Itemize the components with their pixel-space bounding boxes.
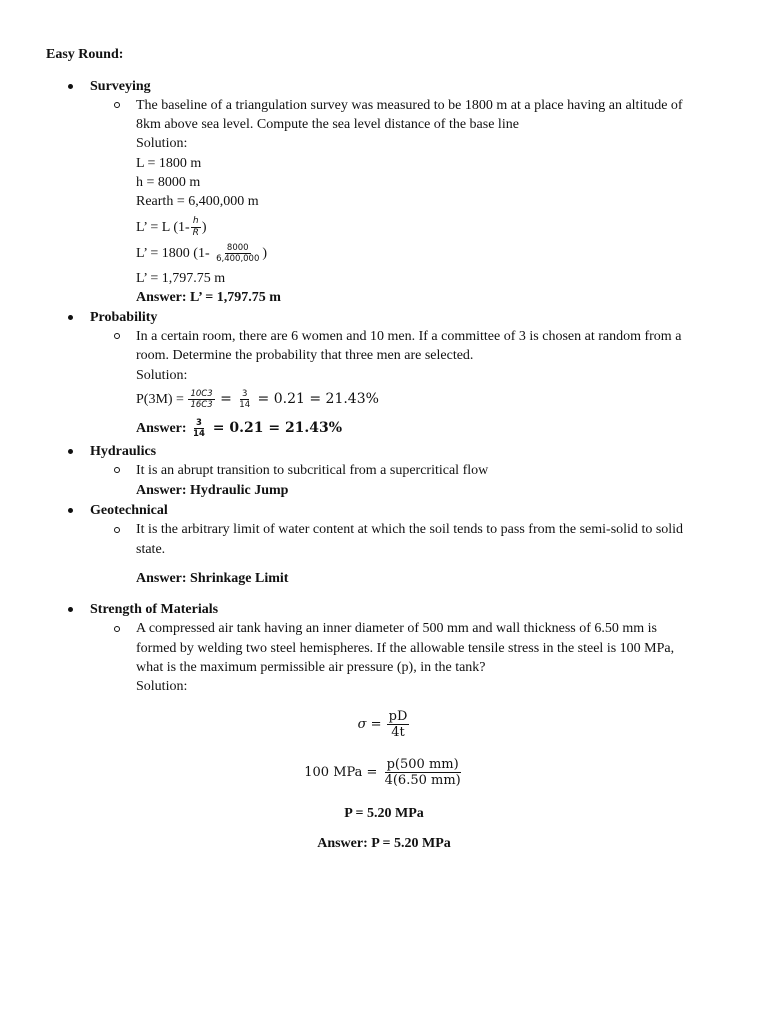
fraction-10c3-over-16c3 xyxy=(188,390,214,410)
probability-equation xyxy=(136,384,379,414)
bullet-dot xyxy=(68,449,73,454)
formula-text: L’ = 1800 (1- xyxy=(136,246,214,261)
fraction-numerator: p(500 mm) xyxy=(386,757,459,773)
fraction-denominator: 4(6.50 mm) xyxy=(384,773,461,789)
probability-question-line-2: room. Determine the probability that three men are selected. xyxy=(136,348,474,363)
topic-heading-geotechnical: Geotechnical xyxy=(90,503,168,518)
sub-bullet-circle xyxy=(114,102,120,108)
formula-text: σ = xyxy=(357,717,386,732)
probability-answer xyxy=(136,413,342,443)
topic-heading-surveying: Surveying xyxy=(90,79,151,94)
bullet-dot xyxy=(68,84,73,89)
surveying-formula-2 xyxy=(136,240,267,268)
probability-question-line-1: In a certain room, there are 6 women and 10 men. If a committee of 3 is chosen at random from a xyxy=(136,329,682,344)
surveying-given-l: L = 1800 m xyxy=(136,156,202,171)
fraction-3-over-14-bold xyxy=(191,419,207,439)
strength-equation-1 xyxy=(0,704,768,746)
formula-text: L’ = L (1- xyxy=(136,220,190,235)
strength-solution-label: Solution: xyxy=(136,679,188,694)
fraction-pd-over-4t xyxy=(387,710,410,739)
surveying-question-line-1: The baseline of a triangulation survey was measured to be 1800 m at a place having an altitude of xyxy=(136,98,683,113)
fraction-numerator: 10C3 xyxy=(190,388,213,399)
strength-equation-2 xyxy=(0,752,768,794)
surveying-result: L’ = 1,797.75 m xyxy=(136,271,226,286)
sub-bullet-circle xyxy=(114,626,120,632)
fraction-denominator: 6,400,000 xyxy=(216,254,260,265)
fraction-denominator: 14 xyxy=(239,400,251,411)
fraction-denominator: R xyxy=(192,228,199,239)
surveying-given-h: h = 8000 m xyxy=(136,175,201,190)
surveying-solution-label: Solution: xyxy=(136,136,188,151)
fraction-numerator: 3 xyxy=(196,417,202,428)
strength-answer: Answer: P = 5.20 MPa xyxy=(317,836,451,851)
hydraulics-answer: Answer: Hydraulic Jump xyxy=(136,483,289,498)
fraction-numerator: 3 xyxy=(241,388,248,399)
formula-text: ) xyxy=(262,246,268,261)
fraction-8000 xyxy=(214,244,261,264)
bullet-dot xyxy=(68,607,73,612)
topic-heading-strength-of-materials: Strength of Materials xyxy=(90,602,219,617)
strength-question-line-1: A compressed air tank having an inner diameter of 500 mm and wall thickness of 6.50 mm is xyxy=(136,621,657,636)
formula-text: = xyxy=(215,391,237,407)
fraction-denominator: 14 xyxy=(193,429,205,440)
fraction-3-over-14 xyxy=(237,390,252,410)
probability-solution-label: Solution: xyxy=(136,368,188,383)
bullet-dot xyxy=(68,508,73,513)
strength-result: P = 5.20 MPa xyxy=(344,806,424,821)
surveying-given-r: Rearth = 6,400,000 m xyxy=(136,194,259,209)
sub-bullet-circle xyxy=(114,333,120,339)
fraction-h-over-r xyxy=(191,217,201,238)
geotechnical-answer: Answer: Shrinkage Limit xyxy=(136,571,289,586)
sub-bullet-circle xyxy=(114,467,120,473)
fraction-pressure xyxy=(383,758,463,787)
fraction-numerator: h xyxy=(192,216,199,227)
fraction-denominator: 16C3 xyxy=(190,400,213,411)
strength-question-line-2: formed by welding two steel hemispheres. If the allowable tensile stress in the steel is 100 MPa, xyxy=(136,641,675,656)
bullet-dot xyxy=(68,315,73,320)
section-title: Easy Round: xyxy=(46,47,124,62)
formula-text: 100 MPa = xyxy=(304,765,382,780)
hydraulics-question: It is an abrupt transition to subcritical from a supercritical flow xyxy=(136,463,489,478)
topic-heading-probability: Probability xyxy=(90,310,158,325)
formula-text: = 0.21 = 21.43% xyxy=(253,391,379,407)
answer-label: Answer: xyxy=(136,421,191,436)
strength-question-line-3: what is the maximum permissible air pressure (p), in the tank? xyxy=(136,660,486,675)
fraction-numerator: 8000 xyxy=(226,242,249,253)
geotechnical-question-line-2: state. xyxy=(136,542,166,557)
formula-text: ) xyxy=(201,220,207,235)
surveying-question-line-2: 8km above sea level. Compute the sea level distance of the base line xyxy=(136,117,519,132)
fraction-denominator: 4t xyxy=(391,725,405,741)
surveying-answer: Answer: L’ = 1,797.75 m xyxy=(136,290,281,305)
fraction-numerator: pD xyxy=(388,709,408,725)
surveying-formula-1 xyxy=(136,215,207,241)
sub-bullet-circle xyxy=(114,527,120,533)
formula-text: = 0.21 = 21.43% xyxy=(207,420,343,436)
topic-heading-hydraulics: Hydraulics xyxy=(90,444,157,459)
geotechnical-question-line-1: It is the arbitrary limit of water content at which the soil tends to pass from the semi-solid to solid xyxy=(136,522,684,537)
formula-text: P(3M) = xyxy=(136,392,188,407)
